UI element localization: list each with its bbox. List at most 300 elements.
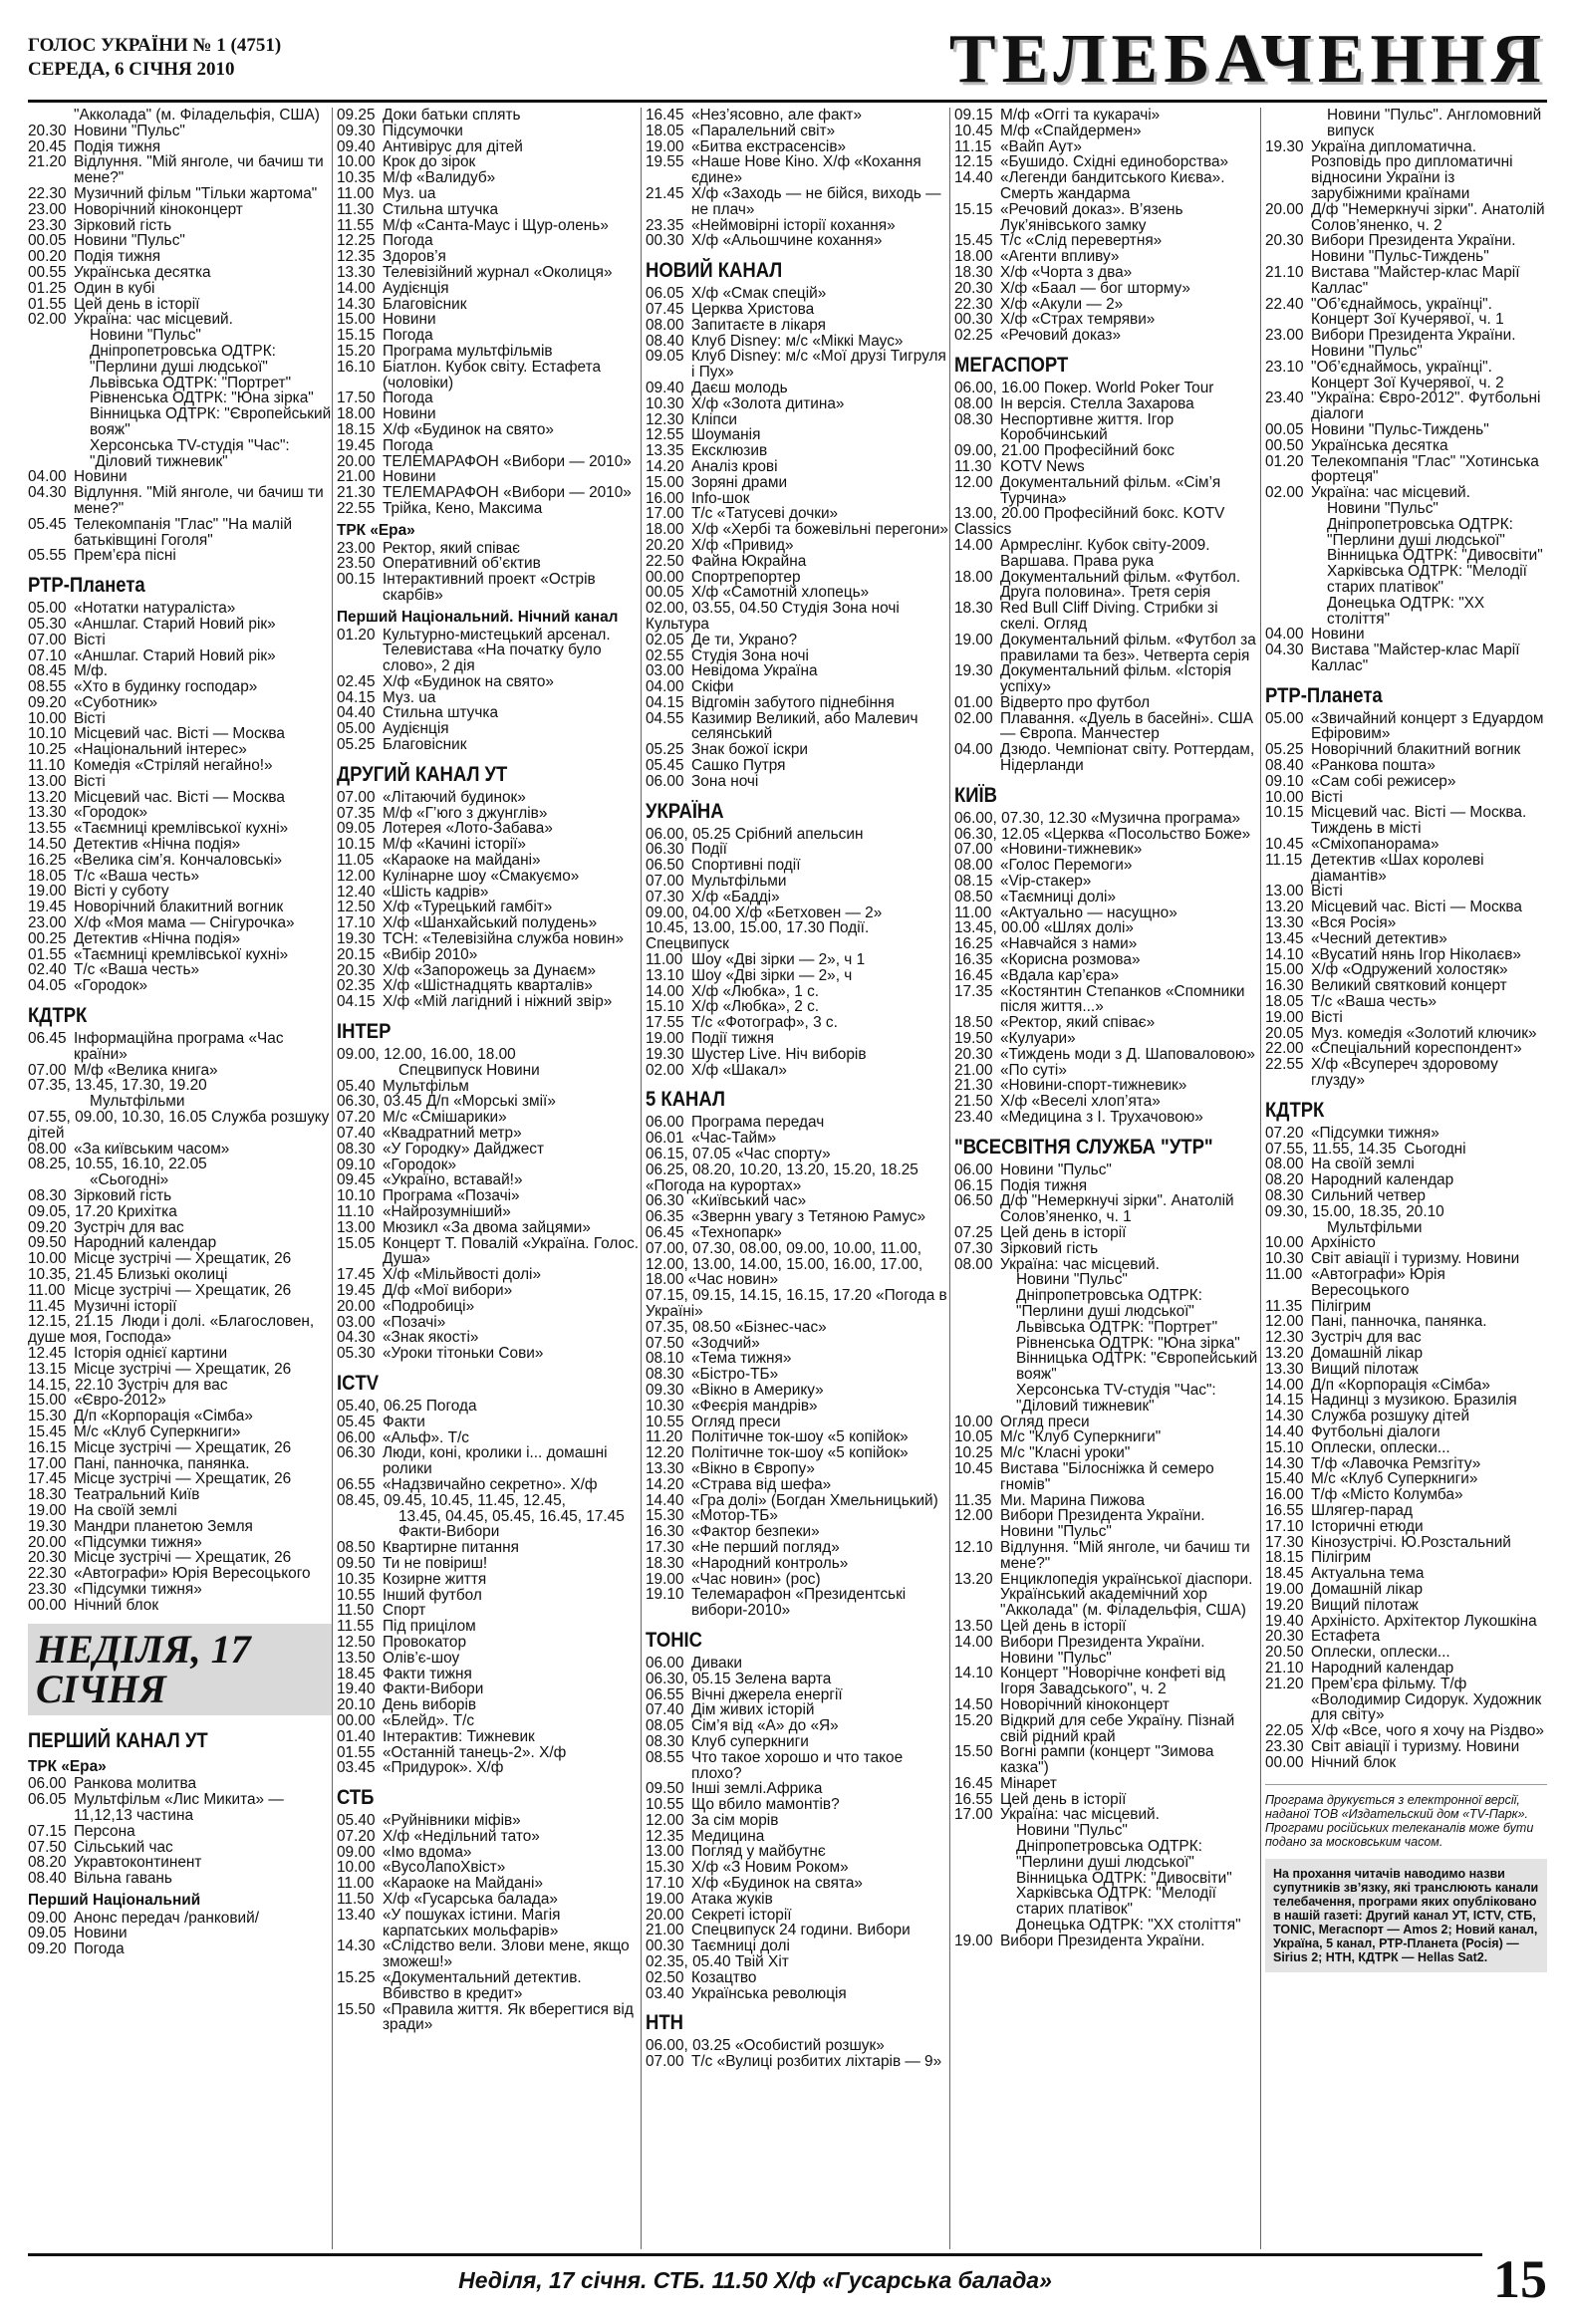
program-time: 14.40 (646, 1491, 684, 1509)
program-entry (954, 1508, 1258, 1540)
program-entry (337, 690, 641, 706)
program-title: Подія тижня (1000, 1176, 1088, 1194)
program-entry (337, 1236, 641, 1268)
program-time: 06.00 (954, 1161, 993, 1178)
subchannel-heading: ТРК «Ера» (337, 521, 415, 539)
program-entry (646, 233, 949, 249)
program-time: 02.00 (954, 709, 993, 727)
program-title: Анонс передач /ранковий/ (74, 1909, 259, 1927)
program-time: 07.00 (28, 631, 67, 648)
program-time: 20.30 (28, 1549, 67, 1567)
program-title: Культурно-мистецький арсенал. Телевистава «На початку було слово», 2 дія (383, 626, 611, 675)
program-entry (28, 1346, 332, 1362)
program-title: Новорічний кіноконцерт (74, 200, 243, 218)
program-entry (337, 1635, 641, 1651)
program-title: Д/п «Корпорація «Сімба» (1311, 1376, 1490, 1394)
program-title: Укравтоконтинент (74, 1854, 202, 1872)
program-title: Кінозустрічі. Ю.Розстальний (1311, 1533, 1511, 1551)
program-title: Мультфільм (383, 1077, 469, 1095)
program-time: 19.00 (954, 1932, 993, 1949)
program-entry (646, 585, 949, 601)
program-entry (1265, 947, 1547, 963)
program-title: Інший футбол (383, 1586, 482, 1604)
program-entry (646, 1734, 949, 1750)
program-title: «Звичайний концерт з Едуардом Ефіровим» (1311, 709, 1544, 743)
program-title: «Блейд». Т/с (383, 1711, 475, 1729)
program-time: 20.30 (954, 1045, 993, 1063)
program-time: 15.00 (1265, 961, 1304, 979)
program-time: 21.00 (954, 1061, 993, 1079)
program-time: 06.55 (646, 1685, 684, 1703)
program-time: 06.00 (337, 1428, 376, 1446)
program-title: «Неймовірні історії кохання» (691, 216, 896, 234)
program-title: «Національний інтерес» (74, 741, 247, 759)
program-time: 22.30 (28, 184, 67, 202)
program-entry (337, 1829, 641, 1845)
program-time: 06.00, 03.25 «Особистий розшук» (646, 2037, 885, 2055)
program-entry (28, 742, 332, 758)
program-entry (646, 1524, 949, 1540)
program-title: «Нотатки натураліста» (74, 600, 236, 618)
program-continuation: Херсонська TV-студія "Час": "Діловий тижневик" (1016, 1381, 1216, 1415)
program-time: 15.45 (28, 1422, 67, 1440)
program-title: Т/с «Ваша честь» (74, 961, 200, 979)
program-entry (1265, 1503, 1547, 1519)
program-time: 18.30 (28, 1486, 67, 1504)
program-title: «Не перший погляд» (691, 1538, 840, 1556)
program-time: 15.25 (337, 1969, 376, 1987)
program-title: Таємниці долі (691, 1937, 790, 1955)
program-title: Персона (74, 1822, 135, 1840)
program-title: «Найрозумніший» (383, 1203, 511, 1220)
program-time: 21.10 (1265, 1659, 1304, 1677)
program-entry (337, 1158, 641, 1173)
program-title: Сільський час (74, 1838, 173, 1856)
program-entry (646, 1508, 949, 1524)
program-time: 11.35 (954, 1491, 992, 1509)
program-time: 20.00 (337, 452, 376, 470)
program-time: 13.30 (28, 804, 67, 822)
program-entry (1265, 1299, 1547, 1315)
program-time: 22.40 (1265, 295, 1304, 313)
schedule-column-1 (28, 108, 332, 2249)
channel-heading: 5 КАНАЛ (646, 1088, 725, 1112)
program-entry (337, 994, 641, 1010)
program-title: Спорт (383, 1602, 426, 1620)
program-time: 12.30 (1265, 1329, 1304, 1347)
program-entry (1265, 1519, 1547, 1535)
program-title: «Сміхопанорама» (1311, 836, 1440, 854)
program-title: «Суботник» (74, 693, 158, 711)
program-entry (1265, 1142, 1547, 1158)
program-entry (954, 1178, 1258, 1194)
program-title: Д/п «Корпорація «Сімба» (74, 1408, 253, 1425)
program-time: 22.50 (646, 552, 684, 570)
program-entry (646, 1938, 949, 1954)
program-time: 04.15 (337, 688, 376, 706)
program-title: Архіністо. Архітектор Лукошкіна (1311, 1612, 1537, 1630)
program-title: Вільна гавань (74, 1870, 172, 1888)
program-entry (28, 265, 332, 281)
program-entry (646, 554, 949, 570)
program-time: 10.00 (337, 153, 376, 171)
program-time: 18.05 (1265, 993, 1304, 1011)
program-title: «Останній танець-2». Х/ф (383, 1743, 567, 1761)
program-time: 20.00 (646, 1906, 684, 1924)
program-title: Доки батьки сплять (383, 108, 521, 124)
program-title: Цей день в історії (1000, 1224, 1127, 1241)
program-entry (646, 1047, 949, 1063)
program-title: «Уроки тітоньки Сови» (383, 1345, 544, 1363)
program-title: Світ авіації і туризму. Новини (1311, 1250, 1520, 1268)
program-time: 11.00 (1265, 1265, 1303, 1283)
program-time: 07.15, 09.15, 14.15, 16.15, 17.20 «Погода в Україні» (646, 1287, 947, 1320)
program-title: Надинці з музикою. Бразилія (1311, 1392, 1517, 1410)
program-entry (28, 1378, 332, 1394)
program-entry (954, 858, 1258, 874)
program-title: Пані, панночка, панянка. (1311, 1313, 1487, 1331)
program-entry (954, 1110, 1258, 1126)
program-entry (1265, 915, 1547, 931)
program-time: 11.00 (337, 1875, 375, 1893)
program-title: Казимир Великий, або Малевич селянський (691, 709, 918, 743)
program-entry (337, 297, 641, 313)
program-entry (28, 218, 332, 234)
program-entry (337, 572, 641, 604)
program-entry (28, 648, 332, 664)
program-time: 15.10 (1265, 1438, 1304, 1456)
program-time: 13.20 (28, 788, 67, 806)
program-time: 06.00 (646, 772, 684, 790)
program-title: Україна: час місцевий. (1000, 1255, 1160, 1273)
program-title: Атака жуків (691, 1890, 773, 1908)
program-title: «Легенди бандитського Києва». Смерть жандарма (1000, 169, 1225, 202)
program-entry (646, 1702, 949, 1718)
program-time: 10.00 (1265, 1234, 1304, 1252)
program-time: 05.00 (1265, 709, 1304, 727)
program-entry (337, 1845, 641, 1861)
program-entry (28, 726, 332, 742)
program-title: «Автографи» Юрія Вересоцького (1311, 1265, 1445, 1299)
program-time: 18.45 (1265, 1565, 1304, 1583)
program-title: Муз. ua (383, 688, 436, 706)
program-title: Один в кубі (74, 279, 155, 297)
program-title: Х/ф «Акули — 2» (1000, 295, 1124, 313)
program-time: 14.50 (28, 836, 67, 854)
program-title: «Зодчий» (691, 1334, 760, 1352)
program-entry (28, 1456, 332, 1472)
program-entry (28, 1204, 332, 1220)
program-entry (646, 1844, 949, 1860)
program-time: 07.35, 13.45, 17.30, 19.20 (28, 1077, 207, 1095)
program-time: 08.30 (646, 1366, 684, 1384)
program-entry (1265, 1188, 1547, 1204)
program-entry (1265, 1456, 1547, 1472)
program-time: 11.30 (954, 457, 992, 475)
program-title: «Нез’ясовно, але факт» (691, 108, 863, 124)
program-entry (1265, 790, 1547, 806)
program-time: 07.00 (337, 788, 376, 806)
program-time: 10.15 (1265, 804, 1304, 822)
program-time: 04.05 (28, 977, 67, 995)
program-title: М/ф «Г’юго з джунглів» (383, 804, 548, 822)
program-time: 06.30, 12.05 «Церква «Посольство Боже» (954, 825, 1251, 843)
program-entry (954, 1241, 1258, 1257)
program-entry (337, 674, 641, 690)
program-time: 17.55 (646, 1014, 684, 1032)
program-time: 01.55 (337, 1743, 376, 1761)
program-time: 18.30 (954, 263, 993, 281)
program-time: 03.40 (646, 1984, 684, 2002)
program-title: Зона ночі (691, 772, 759, 790)
program-entry (954, 1015, 1258, 1031)
program-time: 02.35, 05.40 Твій Хіт (646, 1953, 789, 1971)
program-time: 14.20 (646, 457, 684, 475)
program-time: 19.30 (337, 930, 376, 948)
program-entry (28, 853, 332, 869)
program-title: Х/ф «Гусарська балада» (383, 1891, 558, 1909)
program-title: ТЕЛЕМАРАФОН «Вибори — 2010» (383, 484, 632, 502)
program-entry (1265, 1057, 1547, 1089)
program-entry (646, 2038, 949, 2054)
program-entry (337, 1681, 641, 1697)
program-entry (1265, 1487, 1547, 1503)
program-time: 10.00 (954, 1413, 993, 1430)
program-entry (954, 1807, 1258, 1823)
program-time: 10.55 (646, 1413, 684, 1430)
program-entry (337, 1346, 641, 1362)
program-time: 09.50 (28, 1234, 67, 1252)
program-entry (646, 874, 949, 890)
program-entry (954, 1445, 1258, 1461)
program-time: 20.30 (954, 279, 993, 297)
program-time: 06.30 (646, 1192, 684, 1210)
program-continuation: Спецвипуск Новини (398, 1061, 540, 1079)
program-time: 11.00 (646, 951, 683, 969)
program-entry (28, 758, 332, 774)
program-entry (1265, 297, 1547, 329)
program-title: «Битва екстрасенсів» (691, 137, 847, 155)
program-title: Детектив «Шах королеві діамантів» (1311, 851, 1484, 885)
program-time: 12.20 (646, 1444, 684, 1462)
program-entry (337, 422, 641, 438)
program-time: 13.00, 20.00 Професійний бокс. KOTV Classics (954, 505, 1225, 539)
program-entry (1265, 1677, 1547, 1723)
program-title: Т/с «Ваша честь» (74, 867, 200, 885)
program-title: «Україно, вставай!» (383, 1171, 523, 1189)
program-time: 18.45 (337, 1665, 376, 1682)
program-time: 14.10 (954, 1665, 993, 1682)
program-title: Вісті (74, 631, 106, 648)
program-time: 16.45 (954, 1774, 993, 1792)
program-time: 08.00 (646, 316, 684, 334)
program-entry (1265, 1424, 1547, 1440)
program-entry (1265, 1409, 1547, 1424)
program-title: Х/ф «Мільйвості долі» (383, 1266, 542, 1284)
program-entry (28, 978, 332, 994)
program-entry (337, 806, 641, 822)
program-entry (28, 312, 332, 328)
program-time: 08.00 (28, 1140, 67, 1158)
program-title: Енциклопедія української діаспори. Український академічний хор "Акколада" (м. Філадельфія, США) (1000, 1570, 1253, 1620)
program-title: Мюзикл «За двома зайцями» (383, 1218, 591, 1236)
program-title: Люди і долі. «Благословен, душе моя, Господа» (28, 1313, 315, 1347)
program-title: Файна Юкрайна (691, 552, 807, 570)
program-entry (337, 1572, 641, 1588)
program-title: Х/ф «Веселі хлоп’ята» (1000, 1093, 1161, 1111)
program-continuation: Вінницька ОДТРК: "Дивосвіти" (1327, 547, 1543, 565)
subchannel-heading: ТРК «Ера» (28, 1757, 107, 1775)
program-entry (28, 663, 332, 679)
program-time: 16.00 (646, 489, 684, 507)
program-title: Новини (74, 1925, 128, 1942)
program-entry (954, 1540, 1258, 1572)
program-entry (1265, 139, 1547, 202)
program-entry (646, 1147, 949, 1162)
program-entry (28, 1855, 332, 1871)
program-title: Армреслінг. Кубок світу-2009. Варшава. Права рука (1000, 536, 1210, 570)
program-title: Актуальна тема (1311, 1565, 1425, 1583)
program-title: Трійка, Кено, Максима (383, 499, 543, 517)
program-title: "Україна: Євро-2012". Футбольні діалоги (1311, 389, 1541, 423)
program-entry (954, 663, 1258, 695)
program-title: «Слідство вели. Злови мене, якщо зможеш!» (383, 1937, 630, 1971)
program-title: «Vip-стакер» (1000, 873, 1092, 891)
program-title: Запитаєте в лікаря (691, 316, 826, 334)
program-title: Т/с «Ваша честь» (1311, 993, 1438, 1011)
program-title: «Альф». Т/с (383, 1428, 469, 1446)
program-time: 09.10 (1265, 772, 1304, 790)
program-time: 11.30 (337, 200, 375, 218)
program-title: «Київський час» (691, 1192, 807, 1210)
program-time: 06.00 (646, 1114, 684, 1132)
program-title: Вісті (74, 709, 106, 727)
program-entry (954, 1792, 1258, 1808)
program-title: Д/ф «Мої вибори» (383, 1281, 513, 1299)
channel-heading: КДТРК (1265, 1098, 1325, 1122)
program-time: 06.01 (646, 1130, 684, 1148)
program-time: 08.00 (954, 394, 993, 412)
program-entry (646, 1209, 949, 1225)
program-time: 07.40 (337, 1125, 376, 1143)
program-entry (28, 469, 332, 485)
program-title: Театральний Київ (74, 1486, 200, 1504)
program-title: Лотерея «Лото-Забава» (383, 820, 553, 838)
program-time: 18.00 (337, 405, 376, 423)
channel-heading: КДТРК (28, 1004, 88, 1028)
program-title: Х/ф «Бадді» (691, 888, 780, 905)
program-title: Ін версія. Стелла Захарова (1000, 394, 1194, 412)
program-entry (337, 454, 641, 470)
program-entry (646, 742, 949, 758)
program-entry (954, 475, 1258, 507)
program-time: 14.20 (646, 1475, 684, 1493)
program-time: 11.50 (337, 1891, 375, 1909)
program-title: Мультфільми (691, 873, 787, 891)
channel-heading: МЕГАСПОРТ (954, 353, 1069, 377)
program-time: 21.30 (337, 484, 376, 502)
program-entry (337, 1556, 641, 1572)
program-time: 19.45 (337, 1281, 376, 1299)
program-time: 07.50 (646, 1334, 684, 1352)
program-time: 07.20 (1265, 1124, 1304, 1142)
program-entry (646, 139, 949, 155)
program-continuation: Вінницька ОДТРК: "Дивосвіти" (1016, 1869, 1232, 1887)
program-entry (646, 968, 949, 984)
program-time: 18.15 (337, 420, 376, 438)
program-entry (1265, 805, 1547, 837)
program-title: Х/ф «Будинок на свято» (383, 672, 554, 690)
program-time: 19.00 (1265, 1008, 1304, 1026)
program-title: Дім живих історій (691, 1701, 815, 1719)
program-time: 13.30 (337, 263, 376, 281)
program-time: 07.55, 11.55, 14.35 (1265, 1140, 1397, 1158)
program-time: 06.05 (646, 285, 684, 303)
program-time: 10.10 (28, 725, 67, 743)
program-time: 04.30 (1265, 642, 1304, 659)
program-title: «Тиждень моди з Д. Шаповаловою» (1000, 1045, 1255, 1063)
program-entry (954, 1619, 1258, 1635)
program-entry (1265, 1251, 1547, 1267)
program-entry (28, 1566, 332, 1582)
program-continuation: Новини "Пульс". Англомовний випуск (1327, 108, 1542, 139)
program-entry (646, 1954, 949, 1970)
program-time: 12.45 (28, 1344, 67, 1362)
program-time: 01.40 (337, 1727, 376, 1745)
program-entry (1265, 900, 1547, 915)
program-time: 05.40, 06.25 Погода (337, 1397, 477, 1415)
program-entry (337, 1477, 641, 1493)
program-entry (954, 1047, 1258, 1063)
program-entry (646, 522, 949, 538)
program-entry (28, 202, 332, 218)
program-entry (954, 170, 1258, 202)
program-time: 07.20 (337, 1109, 376, 1127)
program-title: Х/ф «Запорожець за Дунаєм» (383, 961, 597, 979)
program-entry (28, 1519, 332, 1535)
program-time: 07.35, 08.50 «Бізнес-час» (646, 1318, 827, 1336)
program-time: 19.00 (28, 1501, 67, 1519)
program-time: 11.15 (1265, 851, 1303, 869)
program-time: 04.30 (28, 484, 67, 502)
program-entry (337, 821, 641, 837)
program-title: Факти тижня (383, 1665, 472, 1682)
program-title: Клуб суперкниги (691, 1732, 809, 1750)
program-entry (646, 1336, 949, 1352)
program-title: Мандри планетою Земля (74, 1517, 253, 1535)
program-continuation: Дніпропетровська ОДТРК: "Перлини душі людської" (1016, 1838, 1202, 1871)
program-entry (954, 108, 1258, 124)
program-entry (337, 1760, 641, 1776)
program-time: 14.40 (954, 169, 993, 187)
program-entry (337, 1588, 641, 1604)
program-entry (954, 1193, 1258, 1225)
program-time: 09.00, 12.00, 16.00, 18.00 (337, 1046, 516, 1064)
program-time: 10.25 (28, 741, 67, 759)
program-time: 11.35 (1265, 1297, 1303, 1315)
program-time: 09.50 (337, 1554, 376, 1572)
program-entry (646, 1415, 949, 1430)
program-entry (646, 999, 949, 1015)
program-time: 23.50 (337, 555, 376, 573)
program-entry (337, 705, 641, 721)
program-title: Х/ф «Любка», 1 с. (691, 982, 820, 1000)
section-title: ТЕЛЕБАЧЕННЯ (948, 21, 1547, 98)
program-time: 19.30 (28, 1517, 67, 1535)
program-time: 13.00 (646, 1843, 684, 1861)
program-entry (954, 1225, 1258, 1241)
program-title: Детектив «Нічна подія» (74, 929, 241, 947)
